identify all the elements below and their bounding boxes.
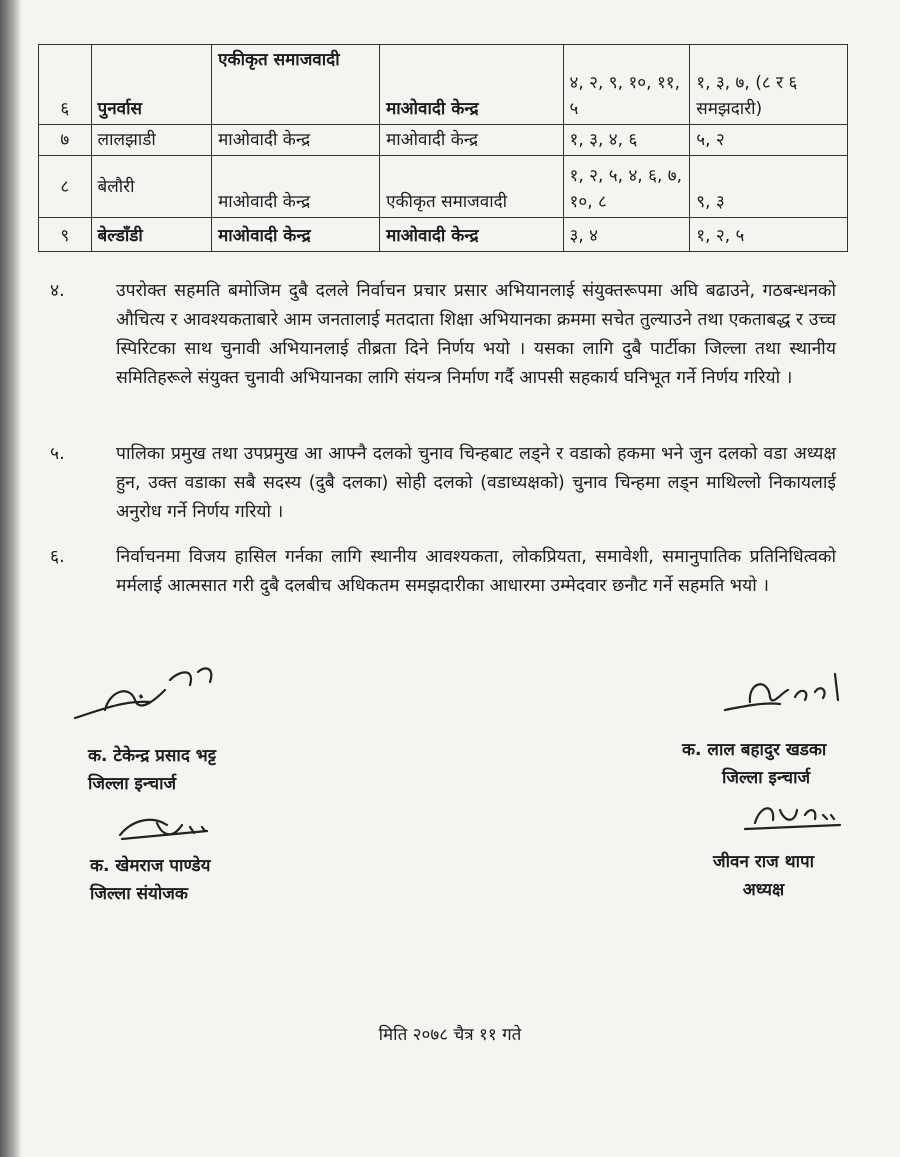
coordinator-party: माओवादी केन्द्र <box>212 218 380 252</box>
paragraph-text: निर्वाचनमा विजय हासिल गर्नका लागि स्थानीय आवश्यकता, लोकप्रियता, समावेशी, समानुपातिक प्रतिनिधित्वको मर्मलाई आत्मसात गरी दुबै दलबीच अधिकतम समझदारीका आधारमा उम्मेदवार छनौट गर्ने सहमति भयो । <box>116 547 836 596</box>
wards-maoist: ४, २, ९, १०, ११, ५ <box>563 45 690 125</box>
signatory-name: क. खेमराज पाण्डेय <box>90 856 211 876</box>
mayor-party: माओवादी केन्द्र <box>380 218 563 252</box>
signatory-right-bottom <box>713 848 814 904</box>
signatory-title: अध्यक्ष <box>742 880 785 900</box>
mayor-party: माओवादी केन्द्र <box>380 45 563 125</box>
wards-unified-socialist: ५, २ <box>690 125 848 156</box>
wards-maoist: ३, ४ <box>563 218 690 252</box>
paragraph-number: ६. <box>50 547 65 567</box>
paragraph-text: उपरोक्त सहमति बमोजिम दुबै दलले निर्वाचन प्रचार प्रसार अभियानलाई संयुक्तरूपमा अघि बढाउने, गठबन्धनको औचित्य र आवश्यकताबारे आम जनतालाई मतदाता शिक्षा अभियानका क्रममा सचेत तुल्याउने तथा एकताबद्ध र उच्च स्पिरिटका साथ चुनावी अभियानलाई तीब्रता दिने निर्णय भयो । यसका लागि दुबै पार्टीका जिल्ला तथा स्थानीय समितिहरूले संयुक्त चुनावी अभियानका लागि संयन्त्र निर्माण गर्दै आपसी सहकार्य घनिभूत गर्ने निर्णय गरियो । <box>116 281 836 388</box>
palika-name: लालझाडी <box>91 125 212 156</box>
signatory-right-top <box>682 736 826 792</box>
wards-unified-socialist: १, ३, ७, (८ र ६ समझदारी) <box>690 45 848 125</box>
paragraph-number: ४. <box>50 281 65 301</box>
alliance-table <box>38 44 848 252</box>
row-number: ७ <box>39 125 92 156</box>
palika-name: बेल्डाँडी <box>91 218 212 252</box>
table-row <box>39 218 848 252</box>
signature-right-bottom <box>735 795 855 840</box>
palika-name: पुनर्वास <box>91 45 212 125</box>
signatory-title: जिल्ला संयोजक <box>90 884 188 904</box>
mayor-party: माओवादी केन्द्र <box>380 125 563 156</box>
coordinator-party: माओवादी केन्द्र <box>212 125 380 156</box>
coordinator-party: एकीकृत समाजवादी <box>212 45 380 125</box>
row-number: ८ <box>39 156 92 218</box>
table-row <box>39 125 848 156</box>
signatory-name: क. लाल बहादुर खडका <box>682 740 827 760</box>
page-edge-shadow <box>0 0 22 1157</box>
signatory-title: जिल्ला इन्चार्ज <box>722 768 811 788</box>
signature-left-top <box>70 660 230 730</box>
mayor-party: एकीकृत समाजवादी <box>380 156 563 218</box>
wards-unified-socialist: ९, ३ <box>690 156 848 218</box>
signatory-name: क. टेकेन्द्र प्रसाद भट्ट <box>88 746 217 766</box>
coordinator-party: माओवादी केन्द्र <box>212 156 380 218</box>
signatory-name: जीवन राज थापा <box>713 852 815 872</box>
signature-right-top <box>720 662 860 722</box>
wards-maoist: १, ३, ४, ६ <box>563 125 690 156</box>
signatory-left-top <box>88 742 216 798</box>
signature-left-bottom <box>112 805 222 855</box>
paragraph-text: पालिका प्रमुख तथा उपप्रमुख आ आफ्नै दलको चुनाव चिन्हबाट लड्ने र वडाको हकमा भने जुन दलको वडा अध्यक्ष हुन, उक्त वडाका सबै सदस्य (दुबै दलका) सोही दलको (वडाध्यक्षको) चुनाव चिन्हमा लड्न माथिल्लो निकायलाई अनुरोध गर्ने निर्णय गरियो । <box>116 444 836 522</box>
table-row <box>39 45 848 125</box>
table-row <box>39 156 848 218</box>
palika-name: बेलौरी <box>91 156 212 218</box>
document-date: मिति २०७८ चैत्र ११ गते <box>378 1025 522 1045</box>
signatory-left-bottom <box>90 852 210 908</box>
signatory-title: जिल्ला इन्चार्ज <box>88 774 177 794</box>
wards-unified-socialist: १, २, ५ <box>690 218 848 252</box>
wards-maoist: १, २, ५, ४, ६, ७, १०, ८ <box>563 156 690 218</box>
paragraph-number: ५. <box>50 444 65 464</box>
row-number: ९ <box>39 218 92 252</box>
row-number: ६ <box>39 45 92 125</box>
